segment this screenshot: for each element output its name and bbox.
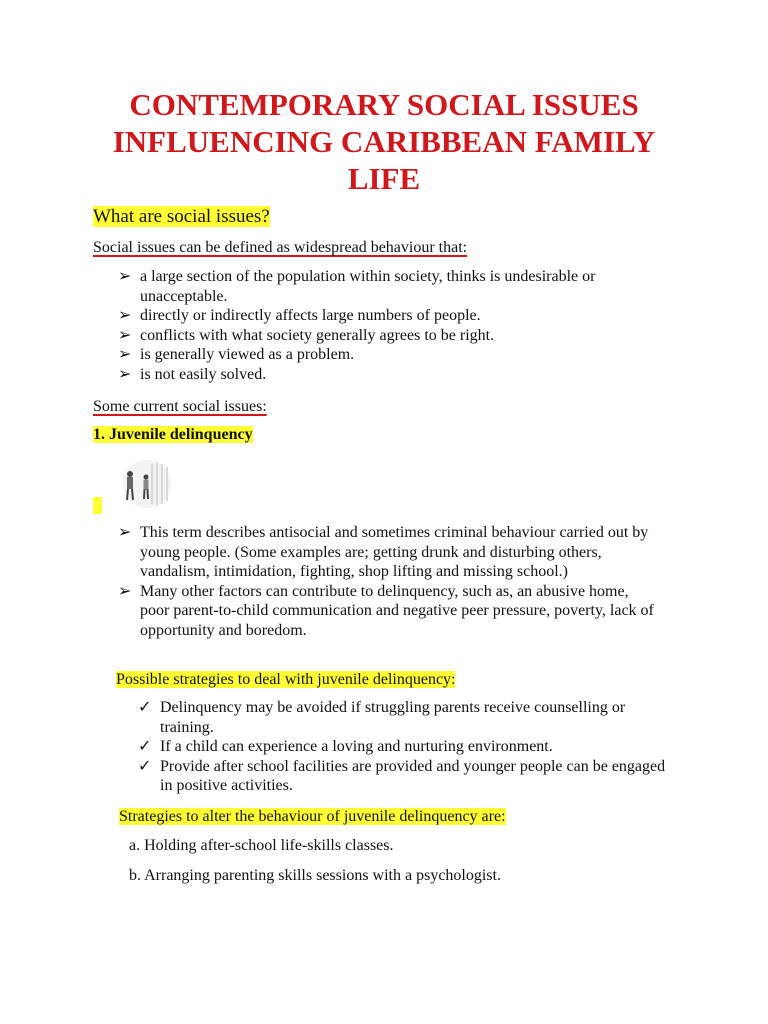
arrow-bullet-icon: ➢ <box>118 268 132 285</box>
question-highlight: What are social issues? <box>93 206 270 227</box>
alter-item: a. Holding after-school life-skills classes. <box>129 837 394 854</box>
list-item <box>118 523 658 582</box>
list-item-text: is not easily solved. <box>140 365 267 383</box>
list-item-text: Provide after school facilities are provided and younger people can be engaged in positive activities. <box>160 757 666 795</box>
issue-heading <box>93 425 253 445</box>
alter-heading-highlight: Strategies to alter the behaviour of juvenile delinquency are: <box>119 808 506 825</box>
list-item <box>138 757 678 796</box>
alter-heading <box>119 807 506 827</box>
list-item-text: If a child can experience a loving and nurturing environment. <box>160 738 553 756</box>
checkmark-icon: ✓ <box>138 757 152 775</box>
highlight-marker <box>93 497 102 514</box>
list-item-text: This term describes antisocial and sometimes criminal behaviour carried out by young people. (Some examples are; getting drunk and disturbing others, vandalism, intimidation, fighting, shop lifting and missing school.) <box>140 524 649 581</box>
arrow-bullet-icon: ➢ <box>118 326 132 344</box>
arrow-bullet-icon: ➢ <box>118 307 132 325</box>
list-item-text: is generally viewed as a problem. <box>140 346 355 364</box>
list-item <box>118 267 678 306</box>
definition-text <box>93 238 467 258</box>
current-issues-label <box>93 397 267 417</box>
arrow-bullet-icon: ➢ <box>118 346 132 364</box>
definition-underlined: Social issues can be defined as widespread behaviour that: <box>93 239 468 256</box>
list-item <box>118 582 658 641</box>
arrow-bullet-icon: ➢ <box>118 365 132 383</box>
list-item <box>138 737 678 757</box>
list-item-text: conflicts with what society generally agrees to be right. <box>140 326 495 344</box>
current-issues-underlined: Some current social issues: <box>93 398 267 415</box>
list-item <box>118 306 678 326</box>
list-item <box>118 345 678 365</box>
list-item-text: Delinquency may be avoided if struggling parents receive counselling or training. <box>160 699 626 736</box>
strategies-list <box>138 698 678 796</box>
description-list <box>118 523 658 641</box>
document-title: CONTEMPORARY SOCIAL ISSUES INFLUENCING CARIBBEAN FAMILY LIFE <box>112 87 656 196</box>
issue-heading-highlight: 1. Juvenile delinquency <box>93 426 253 443</box>
section-question <box>93 205 270 229</box>
list-item <box>118 326 678 346</box>
juvenile-delinquency-illustration-icon <box>118 460 176 508</box>
list-item-text: Many other factors can contribute to delinquency, such as, an abusive home, poor parent-to-child communication and negative peer pressure, poverty, lack of opportunity and boredom. <box>140 582 654 639</box>
checkmark-icon: ✓ <box>138 738 152 756</box>
alter-item: b. Arranging parenting skills sessions with a psychologist. <box>129 867 501 884</box>
list-item <box>118 365 678 385</box>
strategies-heading <box>116 670 455 690</box>
checkmark-icon: ✓ <box>138 699 152 716</box>
definition-list <box>118 267 678 385</box>
list-item-text: a large section of the population within society, thinks is undesirable or unacceptable. <box>140 268 596 305</box>
arrow-bullet-icon: ➢ <box>118 582 132 600</box>
list-item <box>138 698 678 737</box>
arrow-bullet-icon: ➢ <box>118 524 132 541</box>
list-item-text: directly or indirectly affects large numbers of people. <box>140 307 481 325</box>
strategies-heading-highlight: Possible strategies to deal with juvenile delinquency: <box>116 671 456 688</box>
